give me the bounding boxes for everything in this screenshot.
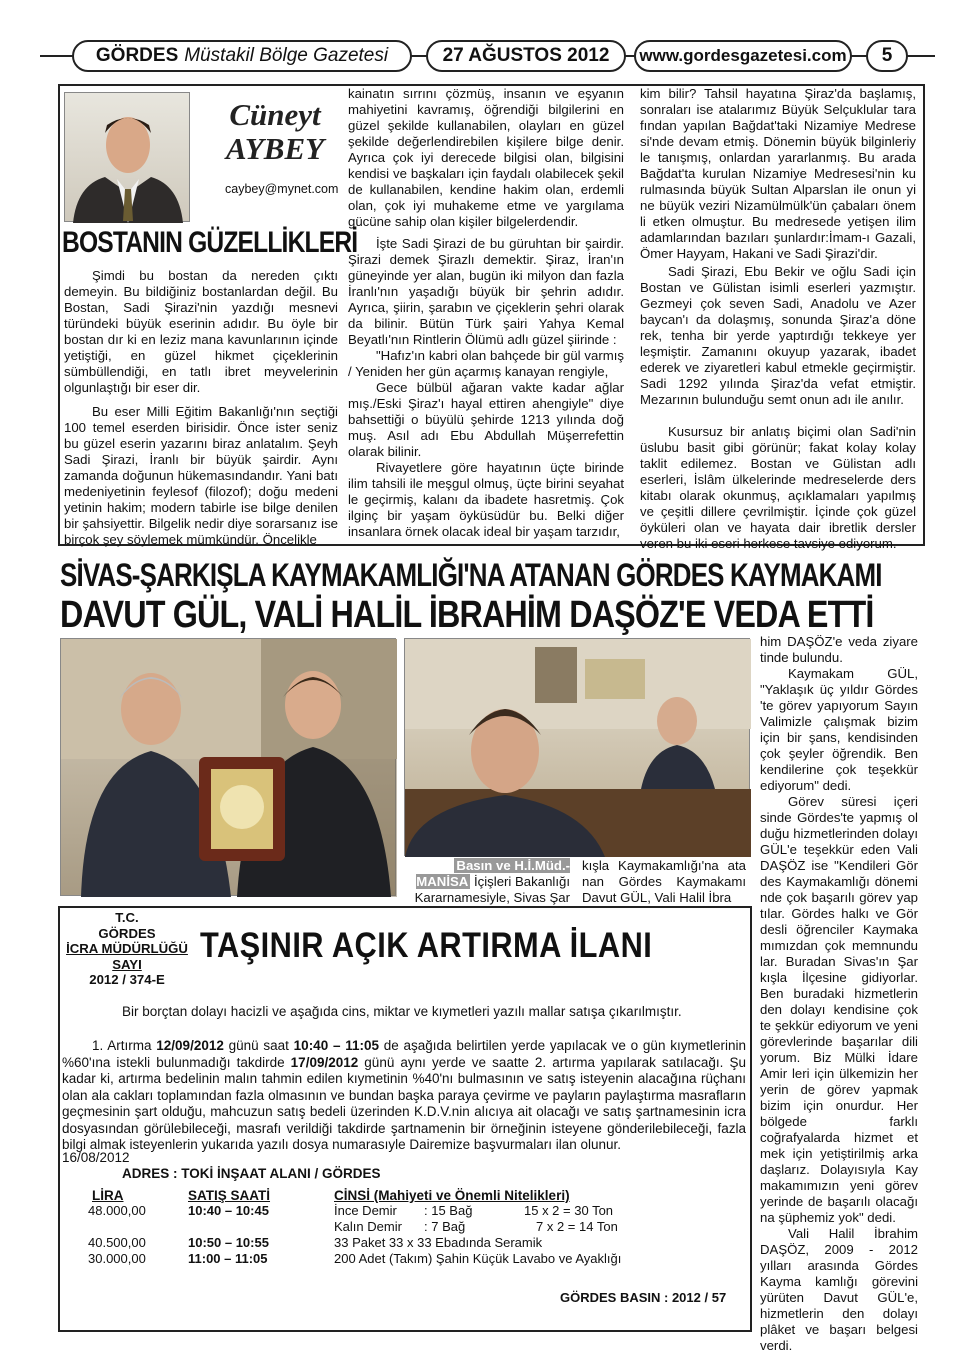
ad-footer: GÖRDES BASIN : 2012 / 57 [560, 1290, 727, 1305]
ad-first-date: 12/09/2012 [156, 1038, 224, 1053]
column-col-2 [348, 86, 624, 544]
item-qty: : 7 Bağ [424, 1219, 466, 1234]
paragraph: Vali Halil İbrahim DAŞÖZ, 2009 - 2012 yılları arasında Gördes Kayma kamlığı görevini yürüten Davut GÜL'e, hizmetlerin den dolayı plâket ve başarı belgesi verdi. [760, 1226, 918, 1353]
paragraph: him DAŞÖZ'e veda ziyare tinde bulundu. [760, 634, 918, 665]
ad-second-date: 17/09/2012 [290, 1054, 359, 1070]
ad-title: TAŞINIR AÇIK ARTIRMA İLANI [200, 926, 653, 965]
item-calc: 15 x 2 = 30 Ton [524, 1203, 614, 1218]
paragraph: Bu eser Milli Eğitim Bakanlığı'nın seçtiği 100 temel eserden birisidir. Önce ister seniz bu güzel eserin yazarını biraz anlatalım. Şeyh Sadi Şirazi, İranlı bir büyük şairdir. Aynı zamanda doğunun hükemasındandır. Yani batı medeniyetinin feylesof (filozof); doğu medeni yetinin hakim; modern tabirle ise bilge denilen bir şahsiyettir. Bilgelik nedir diye sorarsanız ise birçok şey söylemek mümkündür. Öncelikle [64, 404, 338, 547]
news-side-column [760, 634, 918, 1353]
author-photo [64, 92, 190, 222]
ad-body [62, 1038, 746, 1154]
paragraph: kim bilir? Tahsil hayatına Şiraz'da başlamış, sonraları ise atalarımız Büyük Selçuklular tara fından yapılan Bağdat'taki Nizamiye Medrese si'nde devam etmiş. Dönemin büyük bilginleriy le tanışmış, onlardan yararlanmış. Bu arada Bağdat'ta kurulan Nizamiye Medresesi'nin ku rulmasında büyük Sultan Alparslan ile onun yi ne büyük veziri Nizamülmülk'ün çabaları önem li etken olmuştur. Bu medresede yetişen ilim adamlarından bazıları şunlardır:İmam-ı Gazali, Ömer Hayyam, Hakani ve Sadi Şirazi'dir. [640, 86, 916, 261]
table-row [84, 1203, 625, 1219]
paper-name: GÖRDES [95, 45, 179, 66]
item-price: 48.000,00 [88, 1203, 146, 1218]
column-col-1 [64, 268, 338, 547]
item-calc: 7 x 2 = 14 Ton [536, 1219, 618, 1234]
paper-name-pill [72, 40, 412, 72]
news-photo-plaque [60, 638, 396, 896]
paragraph: Kusursuz bir anlatış biçimi olan Sadi'nin üslubu basit gibi görünür; fakat kolay kolay taklit edilemez. Bostan ve Gülistan adlı eserleri, İslâm ülkelerinde medreselerde ders kitabı olarak okunmuş, açıklamaları yapılmış ve çeşitli dillere çevrilmiştir. İçinde çok güzel öyküleri olan ve hayata dair ibretlik dersler veren bu iki eseri herkese tavsiye ediyorum. [640, 424, 916, 551]
news-photo-meeting [404, 638, 750, 856]
ad-col-time: SATIŞ SAATİ [188, 1188, 271, 1203]
paragraph: Rivayetlere göre hayatının üçte birinde ilim tahsili ile meşgul olmuş, üçte birini seyahat le geçirmiş, kalanı da ibadete hasretmiş. Çok ilginç bir yaşam öyküsüdür bu. Belki diğer insanlara örnek olacak ideal bir yaşam tarzıdır, [348, 460, 624, 539]
table-row [84, 1251, 625, 1267]
ad-body-text: günü aynı yerde ve saatte 2. artırma yapılarak satılacağı. Şu kadar ki, artırma bedelinin malın tahmin edilen kıymetinin %40'nı bulmasının ve satış isteyenin alacağına rüçhanı olan ala cakları toplamından fazla olmasının ve bundan başka paraya çevirme ve payların paylaştırma masrafların geçmesinin şart olduğu, mahcuzun satış bedeli üzerinden K.D.V.nin alıcıya ait olacağı ve satış şartnamesinin icra dosyasından görülebileceği, masrafı verildiği takdirde şartnamenin bir örneğinin isteyene gönderilebileceği, fazla bilgi almak isteyenlerin yukarıda yazılı dosya numarasıyle Dairemize başvurmaları ilan olunur. [62, 1054, 746, 1152]
item-price: 30.000,00 [88, 1251, 146, 1266]
ad-issue-date: 16/08/2012 [62, 1150, 130, 1165]
news-headline-2: DAVUT GÜL, VALİ HALİL İBRAHİM DAŞÖZ'E VEDA ETTİ [60, 594, 874, 636]
paragraph: kainatın sırrını çözmüş, insanın ve eşyanın mahiyetini kavramış, öğrendiği bilgilerini en güzel şekilde kullanabilen, olayları en güzel şekilde değerlendirebilen kişilere bilge denir. Ayrıca çok iyi derecede bilgisi olan, bilgisini kendisi ve başkaları için faydalı olabilecek şekil de kullanabilen, kendine hakim olan, erdemli olan, çok iyi muhakeme etme ve yargılama gücüne sahip olan kişiler bilgelerdendir. [348, 86, 624, 229]
item-time: 10:40 – 10:45 [188, 1203, 269, 1218]
paragraph: Görev süresi içeri sinde Gördes'te yapmış ol duğu hizmetlerinden dolayı GÜL'e teşekkür eden Vali DAŞÖZ ise "Kendileri Gör des Kaymakamlığı dönemi nde çok başarılı görev yap tılar. Gördes halkı ve Gör desli öğrenciler Kaymaka mımızdan çok memnundu lar. Buradan Sivas'ın Şar kışla İlçesine gidiyorlar. Ben buradaki hizmetlerin den dolayı kendisine çok te şekkür ediyorum ve yeni görevlerinde başarılar dili yorum. Biz Mülki İdare Amir leri için ülkemizin her yerin de görev yapmak bizim için onurdur. Her bölgede farklı coğrafyalarda hizmet et mek için yetiştirilmiş arka daşlarız. Dolayısıyla Kay makamımızın yeni görev yerinde de başarılı olacağı na şüphemiz yok" dedi. [760, 794, 918, 1225]
paragraph: İşte Sadi Şirazi de bu güruhtan bir şairdir. Şirazi demek Şirazlı demektir. Şiraz, İran'ın güneyinde yer alan, bugün iki milyon dan fazla İranlı'nın yaşadığı büyük bir şehrin adıdır. Ayrıca, şiirin, şarabın ve çiçeklerin şehri olarak da bilinir. Bütün Türk şairi Yahya Kemal Beyatlı'nın Rintlerin Ölümü adlı güzel şiirinde : [348, 236, 624, 347]
ad-address: ADRES : TOKİ İNŞAAT ALANI / GÖRDES [122, 1166, 381, 1181]
page-number: 5 [866, 40, 908, 72]
news-caption-left [410, 858, 570, 906]
issue-date: 27 AĞUSTOS 2012 [426, 40, 626, 72]
item-name: Kalın Demir [334, 1219, 402, 1234]
news-headline-1: SİVAS-ŞARKIŞLA KAYMAKAMLIĞI'NA ATANAN GÖRDES KAYMAKAMI [60, 557, 882, 593]
ad-sayi-label: SAYI [112, 956, 142, 972]
poem-line: "Hafız'ın kabri olan bahçede bir gül varmış / Yeniden her gün açarmış kanayan rengiyle, [348, 348, 624, 379]
table-row [84, 1235, 625, 1251]
poem-line: Gece bülbül ağaran vakte kadar ağlar mış./Eski Şiraz'ı hayal ettiren ahengiyle" diye bahsettiği o büyülü şehirde 1213 yılında doğ muş. Asıl adı Ebu Abdullah Müşerrefettin olarak bilinir. [348, 380, 624, 459]
ad-tc: T.C. [115, 910, 139, 925]
author-name [200, 98, 350, 166]
item-price [84, 1219, 184, 1235]
ad-time-range: 10:40 – 11:05 [293, 1038, 379, 1053]
ad-items-table [84, 1203, 625, 1267]
paragraph: Şimdi bu bostan da nereden çıktı demeyin. Bu bildiğiniz bostanlardan değil. Bu Bostan, Sadi Şirazi'nin yazdığı mesnevi türündeki büyük eserinin adıdır. Bu öyle bir bostan dır ki en leziz mana kavunlarının içinde yetiştiği, en güzel hikmet çiçeklerinin sümbüllendiği, en tatlı ibret meyvelerinin olgunlaştığı bir eser dir. [64, 268, 338, 395]
item-price: 40.500,00 [88, 1235, 146, 1250]
paragraph: Sadi Şirazi, Ebu Bekir ve oğlu Sadi için Bostan ve Gülistan isimli eserleri yazmıştır. Gezmeyi çok seven Sadi, Anadolu ve Azer baycan'ı da dolaşmış, sonunda Şiraz'a döne rek, tenha bir yerde yaptırdığı tekkeye yer leşmiştir. Zamanını okuyup yazarak, ibadet ederek ve ziyaretleri kabul etmekle geçirmiştir. Sadi 1292 yılında Şiraz'da vefat etmiştir. Mezarının bulunduğu semt onun adı ile anılır. [640, 264, 916, 407]
column-title: BOSTANIN GÜZELLİKLERİ [62, 226, 358, 259]
item-time [184, 1219, 330, 1235]
caption-text: İçişleri Bakanlığı Kararnamesiyle, Sivas Şar [414, 874, 570, 905]
ad-col-desc: CİNSİ (Mahiyeti ve Önemli Nitelikleri) [334, 1188, 570, 1203]
author-email[interactable]: caybey@mynet.com [225, 182, 339, 196]
column-col-3 [640, 86, 916, 551]
item-name: 200 Adet (Takım) Şahin Küçük Lavabo ve Ayaklığı [334, 1251, 622, 1266]
caption-tag: Basın ve H.İ.Müd.-MANİSA [416, 858, 570, 889]
ad-file-number: 2012 / 374-E [89, 972, 165, 987]
news-caption-right: kışla Kaymakamlığı'na ata nan Gördes Kaymakamı Davut GÜL, Vali Halil İbra [582, 858, 746, 905]
ad-col-price: LİRA [92, 1188, 124, 1203]
table-row [84, 1219, 625, 1235]
item-name: 33 Paket 33 x 33 Ebadında Seramik [334, 1235, 543, 1250]
ad-office: İCRA MÜDÜRLÜĞÜ [66, 941, 188, 956]
ad-body-text: 1. Artırma [92, 1038, 157, 1053]
ad-town: GÖRDES [98, 925, 156, 941]
ad-intro: Bir borçtan dolayı hacizli ve aşağıda cins, miktar ve kıymetleri yazılı mallar satışa çıkarılmıştır. [122, 1004, 682, 1019]
ad-body-text: günü saat [223, 1038, 294, 1053]
item-qty: : 15 Bağ [424, 1203, 473, 1218]
author-last-name: AYBEY [225, 131, 325, 166]
item-time: 11:00 – 11:05 [188, 1251, 268, 1266]
item-name: İnce Demir [334, 1203, 397, 1218]
item-time: 10:50 – 10:55 [188, 1235, 269, 1250]
author-first-name: Cüneyt [229, 97, 321, 132]
website-link[interactable]: www.gordesgazetesi.com [634, 40, 852, 72]
paper-subtitle: Müstakil Bölge Gazetesi [184, 45, 389, 66]
paragraph: Kaymakam GÜL, "Yaklaşık üç yıldır Gördes 'te görev yapıyorum Sayın Valimizle çalışmak bizim için bir şans, kendisinden çok şeyler öğrendik. Ben kendilerine çok teşekkür ediyorum" dedi. [760, 666, 918, 793]
ad-office-block [62, 910, 192, 988]
ad-body-text: de aşağıda belirtilen yerde yapılacak ve o gün kıymetlerinin %60'ına istekli bulunmadığı takdirde [62, 1038, 746, 1070]
